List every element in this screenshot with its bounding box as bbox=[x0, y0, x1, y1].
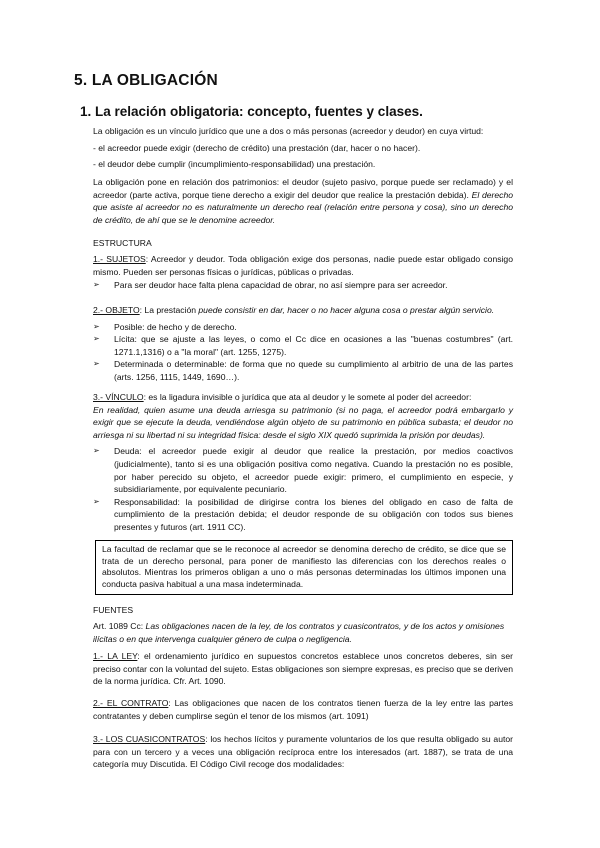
ley-section bbox=[93, 650, 513, 688]
objeto-text: : La prestación bbox=[139, 305, 199, 315]
objeto-bullet-licita: ➢ Lícita: que se ajuste a las leyes, o como el Cc dice en ocasiones a las "buenas costumbres" (art. 1271.1,1316) o a "la moral" (art. 1255, 1275). bbox=[93, 333, 513, 358]
sujetos-label: 1.- SUJETOS bbox=[93, 254, 146, 264]
sujetos-section bbox=[93, 253, 513, 292]
objeto-label: 2.- OBJETO bbox=[93, 305, 140, 315]
fuentes-heading: FUENTES bbox=[93, 605, 134, 615]
fuentes-article-italic: Las obligaciones nacen de la ley, de los contratos y cuasicontratos, y de los actos y omisiones ilícitas o en que intervenga cualquier género de culpa o negligencia. bbox=[93, 621, 505, 644]
objeto-italic: puede consistir en dar, hacer o no hacer alguna cosa o prestar algún servicio. bbox=[198, 305, 495, 315]
intro-deudor: - el deudor debe cumplir (incumplimiento-responsabilidad) una prestación. bbox=[93, 159, 376, 170]
relation-paragraph bbox=[93, 176, 513, 226]
objeto-section bbox=[93, 304, 513, 384]
vinculo-label: 3.- VÍNCULO bbox=[93, 392, 144, 402]
intro-block bbox=[93, 125, 513, 171]
vinculo-text: : es la ligadura invisible o jurídica que ata al deudor y le somete al poder del acreedor: bbox=[143, 392, 472, 402]
estructura-heading: ESTRUCTURA bbox=[93, 238, 152, 248]
sujetos-text: : Acreedor y deudor. Toda obligación exige dos personas, nadie puede estar obligado consigo mismo. Pueden ser personas físicas o jurídicas, públicas o privadas. bbox=[93, 254, 513, 277]
cuasicontratos-text: : los hechos lícitos y puramente voluntarios de los que resulta obligado su autor para con un tercero y a veces una obligación recíproca entre los interesados (art. 1887), se trata de una categoría muy Discutida. El Código Civil recoge dos modalidades: bbox=[93, 734, 513, 770]
relation-italic: El derecho que asiste al acreedor no es naturalmente un derecho real (relación entre persona y cosa), sino un derecho de crédito, de ahí que se le denomine acreedor. bbox=[93, 189, 514, 225]
cuasicontratos-label: 3.- LOS CUASICONTRATOS bbox=[93, 734, 206, 744]
fuentes-article bbox=[93, 620, 513, 645]
contrato-section bbox=[93, 697, 513, 722]
contrato-text: : Las obligaciones que nacen de los contratos tienen fuerza de la ley entre las partes contratantes y deben cumplirse según el tenor de los mismos (art. 1091) bbox=[93, 698, 513, 721]
relation-text: La obligación pone en relación dos patrimonios: el deudor (sujeto pasivo, porque puede ser reclamado) y el acreedor (parte activa, porque tiene derecho a exigir del deudor que realice la prestación debida). bbox=[93, 177, 513, 200]
objeto-bullet-posible: ➢ Posible: de hecho y de derecho. bbox=[93, 321, 513, 334]
intro-acreedor: - el acreedor puede exigir (derecho de crédito) una prestación (dar, hacer o no hacer). bbox=[93, 142, 421, 153]
vinculo-bullet-deuda: ➢ Deuda: el acreedor puede exigir al deudor que realice la prestación, por medios coactivos (judicialmente), tanto si es una obligación positiva como negativa. Cuando la prestación no es posible, por haber perecido su objeto, el acreedor puede exigir: primero, el cumplimiento en especie, y subsidiariamente, por equivalente pecuniario. bbox=[93, 445, 513, 495]
sujetos-bullet: ➢ Para ser deudor hace falta plena capacidad de obrar, no así siempre para ser acreedor. bbox=[93, 279, 513, 292]
ley-text: : el ordenamiento jurídico en supuestos concretos establece unos concretos deberes, sin ser preciso contar con la voluntad del sujeto. Estas obligaciones son siempre expresas, es preciso que se deriven de la norma jurídica. Cfr. Art. 1090. bbox=[93, 651, 513, 687]
vinculo-bullet-responsabilidad: ➢ Responsabilidad: la posibilidad de dirigirse contra los bienes del obligado en caso de falta de cumplimiento de la prestación debida; el deudor responde de su obligación con todos sus bienes presentes y futuros (art. 1911 CC). bbox=[93, 496, 513, 534]
objeto-bullet-determinada: ➢ Determinada o determinable: de forma que no quede su cumplimiento al arbitrio de una de las partes (arts. 1256, 1115, 1449, 1690…). bbox=[93, 358, 513, 383]
chapter-title: 5. LA OBLIGACIÓN bbox=[74, 72, 218, 89]
vinculo-italic: En realidad, quien asume una deuda arriesga su patrimonio (si no paga, el acreedor podrá embargarlo y exigir que se ejecute la deuda, vendiéndose algún objeto de su patrimonio en pública subasta; el deudor no arriesga ni su libertad ni su integridad física: desde el siglo XIX quedó suprimida la prisión por deudas). bbox=[93, 404, 513, 440]
credit-note-box: La facultad de reclamar que se le reconoce al acreedor se denomina derecho de crédito, se dice que se trata de un derecho personal, para poner de manifiesto las diferencias con los derechos reales o absolutos. Mientras los primeros obligan a uno o más personas determinadas los últimos imponen una conducta pasiva habitual a una masa indeterminada. bbox=[95, 540, 513, 595]
cuasicontratos-section bbox=[93, 733, 513, 771]
vinculo-section bbox=[93, 391, 513, 534]
ley-label: 1.- LA LEY bbox=[93, 651, 138, 661]
section-title: 1. La relación obligatoria: concepto, fuentes y clases. bbox=[80, 104, 423, 119]
fuentes-article-prefix: Art. 1089 Cc: bbox=[93, 621, 146, 631]
contrato-label: 2.- EL CONTRATO bbox=[93, 698, 169, 708]
intro-definition: La obligación es un vínculo jurídico que une a dos o más personas (acreedor y deudor) en cuya virtud: bbox=[93, 126, 484, 136]
